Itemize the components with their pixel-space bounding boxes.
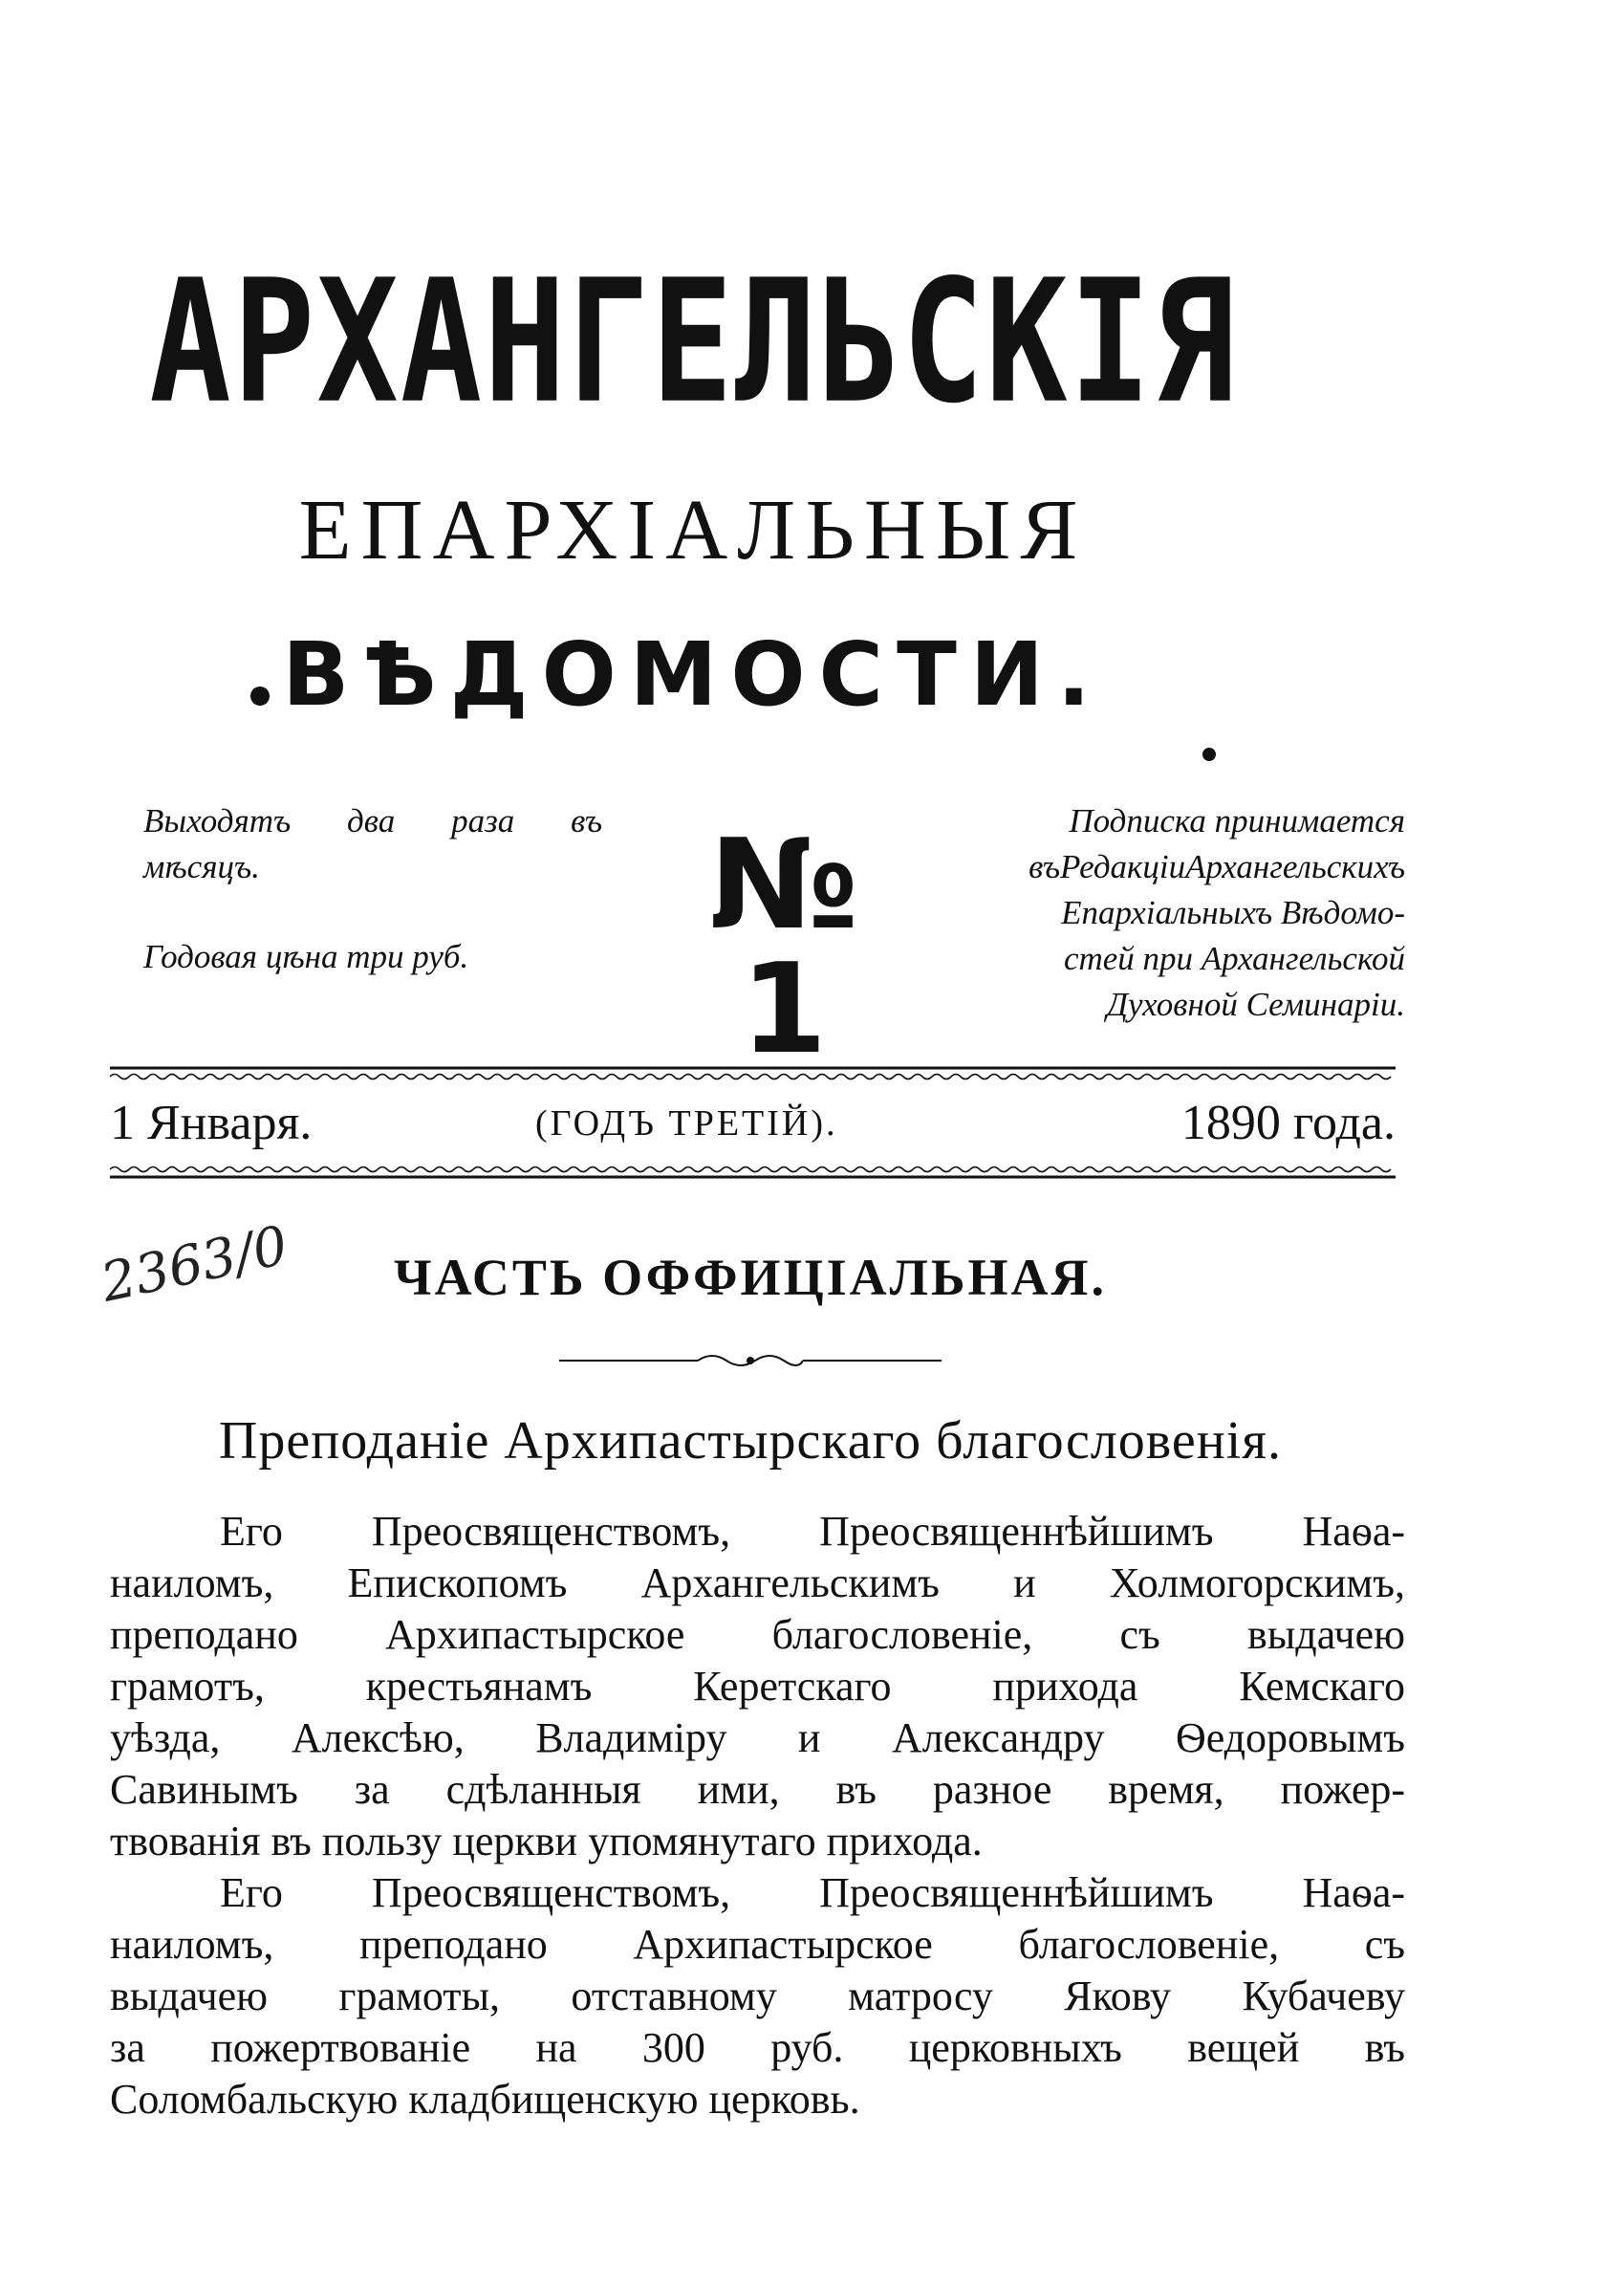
- article-heading: Преподаніе Архипастырскаго благословенія.: [218, 1411, 1283, 1471]
- paragraph-line: преподано Архипастырское благословеніе, съ выдачею: [110, 1611, 1405, 1658]
- publication-info: [143, 798, 602, 980]
- paragraph-line: наиломъ, преподано Архипастырское благословеніе, съ: [110, 1921, 1405, 1968]
- masthead-title-line3: ВѢДОМОСТИ.: [282, 623, 1104, 726]
- issue-date: 1 Января.: [110, 1096, 313, 1150]
- wavy-rule-bottom: [110, 1165, 1396, 1180]
- masthead-title-line2: ЕПАРХІАЛЬНЫЯ: [298, 483, 1088, 578]
- subscription-line: Подписка принимается: [1069, 802, 1405, 839]
- paragraph-line: грамотъ, крестьянамъ Керетскаго прихода Кемскаго: [110, 1663, 1405, 1710]
- info-frequency-line1: Выходятъ два раза въ: [143, 802, 602, 839]
- info-frequency-line2: мѣсяцъ.: [143, 848, 260, 885]
- paragraph-line: уѣзда, Алексѣю, Владиміру и Александру Ѳедоровымъ: [110, 1714, 1405, 1761]
- paragraph-line: Его Преосвященствомъ, Преосвященнѣйшимъ Наѳа-: [220, 1869, 1405, 1916]
- issue-year-label: (ГОДЪ ТРЕТІЙ).: [535, 1103, 838, 1144]
- info-price: Годовая цѣна три руб.: [143, 938, 469, 975]
- article-body: [110, 1506, 1405, 2126]
- paragraph-line: Его Преосвященствомъ, Преосвященнѣйшимъ Наѳа-: [220, 1508, 1405, 1555]
- wavy-rule-top: [110, 1066, 1396, 1081]
- paragraph-line: Соломбальскую кладбищенскую церковь.: [110, 2076, 860, 2123]
- section-title: ЧАСТЬ ОФФИЦІАЛЬНАЯ.: [393, 1249, 1108, 1306]
- masthead-title-line1: АРХАНГЕЛЬСКІЯ: [149, 244, 1237, 442]
- subscription-line: Епархіальныхъ Вѣдомо-: [1061, 894, 1405, 931]
- subscription-info: [899, 798, 1405, 1028]
- handwritten-catalog-note: 2363/0: [96, 1214, 293, 1315]
- paragraph-line: Савинымъ за сдѣланныя ими, въ разное время, пожер-: [110, 1766, 1405, 1813]
- ornament-divider: [559, 1348, 942, 1373]
- subscription-line: въРедакціиАрхангельскихъ: [1029, 848, 1405, 885]
- issue-date-row: [110, 1090, 1396, 1157]
- paragraph-line: за пожертвованіе на 300 руб. церковныхъ вещей въ: [110, 2024, 1405, 2071]
- paragraph-line: выдачею грамоты, отставному матросу Якову Кубачеву: [110, 1973, 1405, 2019]
- issue-year: 1890 года.: [1180, 1096, 1396, 1150]
- paragraph-line: наиломъ, Епископомъ Архангельскимъ и Холмогорскимъ,: [110, 1559, 1405, 1606]
- subscription-line: стей при Архангельской: [1063, 940, 1405, 977]
- paragraph-line: твованія въ пользу церкви упомянутаго прихода.: [110, 1818, 983, 1864]
- subscription-line: Духовной Семинаріи.: [1106, 986, 1405, 1023]
- issue-number: № 1: [708, 812, 859, 1081]
- decorative-dot: [1202, 748, 1216, 761]
